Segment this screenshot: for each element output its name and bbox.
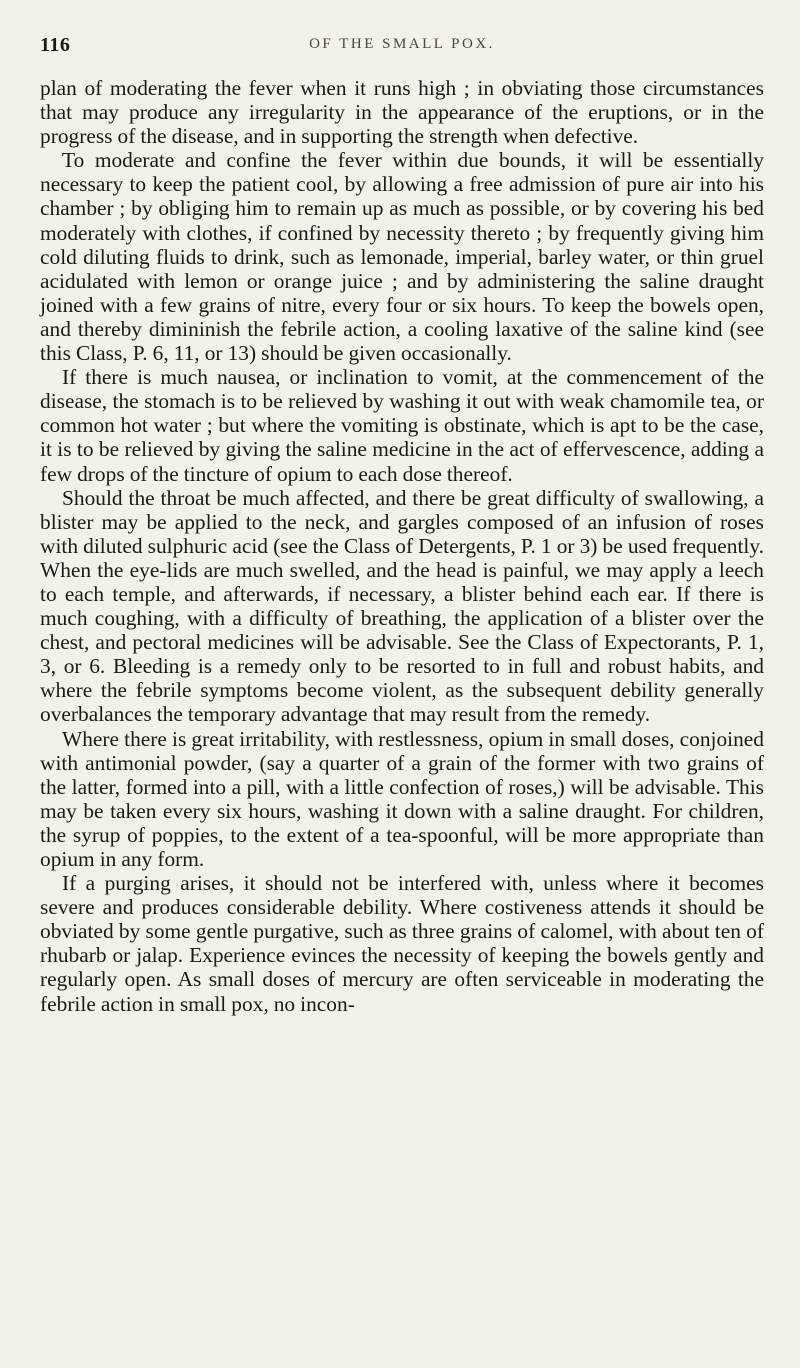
paragraph-4: Should the throat be much affected, and there be great difficulty of swallowing, a blister may be applied to the neck, and gargles composed of an infusion of roses with diluted sulphuric acid (see the Class of Detergents, P. 1 or 3) be used frequently. When the eye-lids are much swelled, and the head is painful, we may apply a leech to each temple, and afterwards, if necessary, a blister behind each ear. If there is much coughing, with a difficulty of breathing, the application of a blister over the chest, and pectoral medicines will be advisable. See the Class of Expectorants, P. 1, 3, or 6. Bleeding is a remedy only to be resorted to in full and robust habits, and where the febrile symptoms become violent, as the subsequent debility generally overbalances the temporary advantage that may result from the remedy. bbox=[40, 485, 764, 727]
paragraph-2: To moderate and confine the fever within due bounds, it will be essentially necessary to keep the patient cool, by allowing a free admission of pure air into his chamber ; by obliging him to remain up as much as possible, or by covering his bed moderately with clothes, if confined by necessity thereto ; by frequently giving him cold diluting fluids to drink, such as lemonade, imperial, barley water, or thin gruel acidulated with lemon or orange juice ; and by administering the saline draught joined with a few grains of nitre, every four or six hours. To keep the bowels open, and thereby dimininish the febrile action, a cooling laxative of the saline kind (see this Class, P. 6, 11, or 13) should be given occasionally. bbox=[40, 148, 764, 366]
paragraph-1: plan of moderating the fever when it runs high ; in obviating those circumstances that may produce any irregularity in the appearance of the eruptions, or in the progress of the disease, and in supporting the strength when defective. bbox=[40, 76, 764, 149]
body-text bbox=[40, 76, 764, 1016]
paragraph-6: If a purging arises, it should not be interfered with, unless where it becomes severe and produces considerable debility. Where costiveness attends it should be obviated by some gentle purgative, such as three grains of calomel, with about ten of rhubarb or jalap. Experience evinces the necessity of keeping the bowels gently and regularly open. As small doses of mercury are often serviceable in moderating the febrile action in small pox, no incon- bbox=[40, 871, 764, 1016]
running-head bbox=[40, 34, 764, 70]
paragraph-5: Where there is great irritability, with restlessness, opium in small doses, conjoined with antimonial powder, (say a quarter of a grain of the former with two grains of the latter, formed into a pill, with a little confection of roses,) will be advisable. This may be taken every six hours, washing it down with a saline draught. For children, the syrup of poppies, to the extent of a tea-spoonful, will be more appropriate than opium in any form. bbox=[40, 726, 764, 871]
paragraph-3: If there is much nausea, or inclination to vomit, at the commencement of the disease, the stomach is to be relieved by washing it out with weak chamomile tea, or common hot water ; but where the vomiting is obstinate, which is apt to be the case, it is to be relieved by giving the saline medicine in the act of effervescence, adding a few drops of the tincture of opium to each dose thereof. bbox=[40, 365, 764, 486]
page-number: 116 bbox=[40, 34, 71, 56]
running-title: OF THE SMALL POX. bbox=[309, 36, 495, 52]
